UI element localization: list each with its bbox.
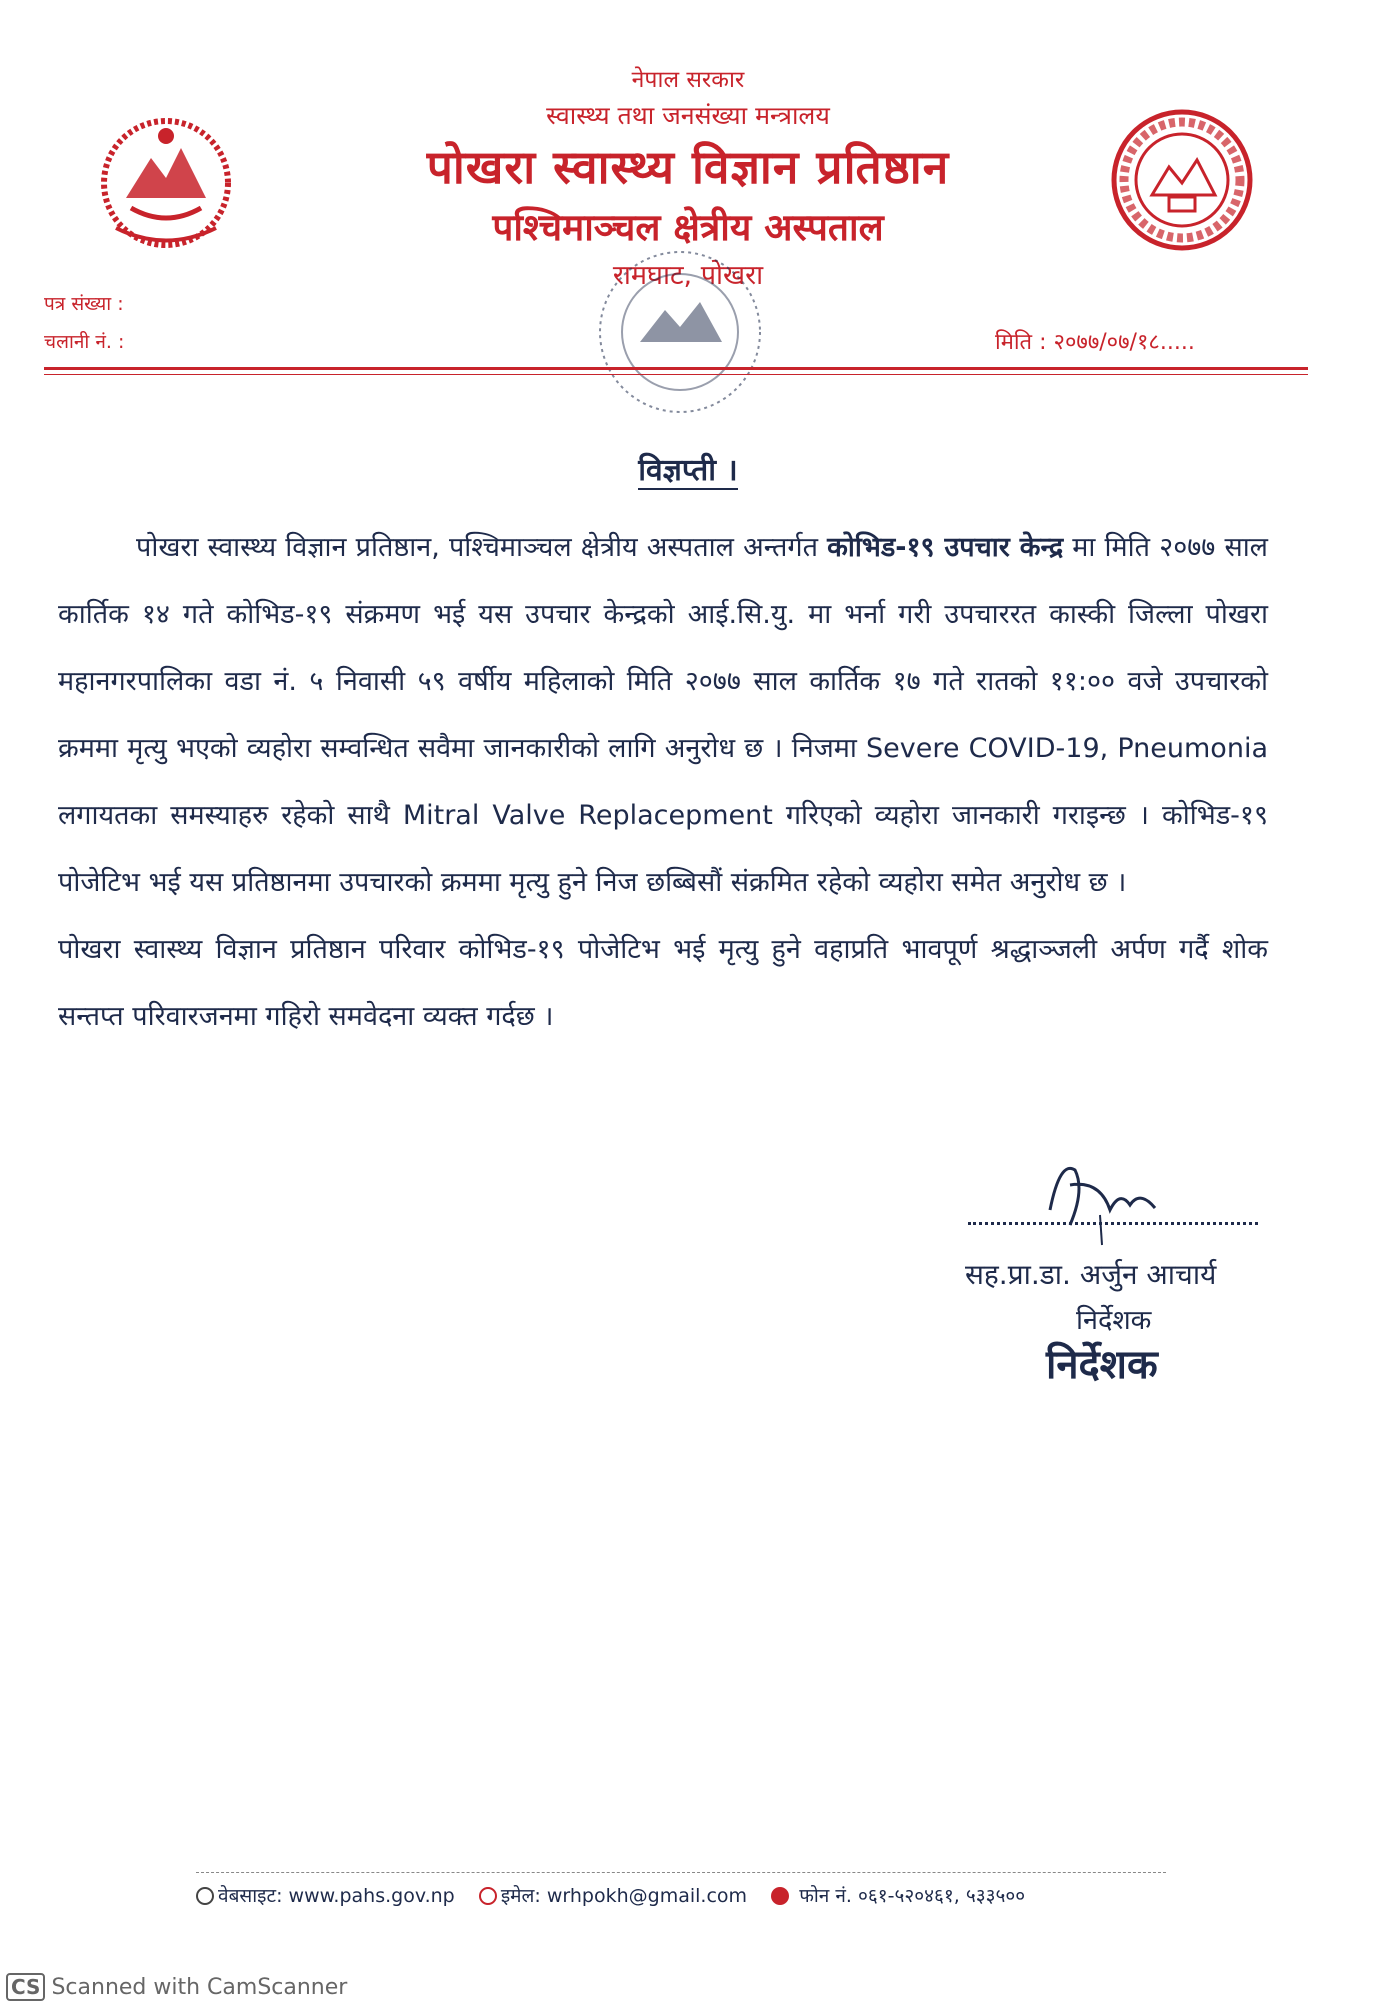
notice-body bbox=[58, 514, 1268, 1050]
watermark-text: Scanned with CamScanner bbox=[51, 1975, 348, 2000]
signature-icon bbox=[1030, 1150, 1170, 1250]
email-icon bbox=[479, 1887, 497, 1905]
notice-title-text: विज्ञप्ती । bbox=[638, 453, 738, 488]
date-label: मिति : bbox=[995, 330, 1047, 355]
email-address: wrhpokh@gmail.com bbox=[546, 1885, 748, 1907]
paragraph-1-start: पोखरा स्वास्थ्य विज्ञान प्रतिष्ठान, पश्चिमाञ्चल क्षेत्रीय अस्पताल अन्तर्गत bbox=[136, 532, 828, 563]
letter-ref-label: पत्र संख्या : bbox=[44, 293, 124, 315]
government-name: नेपाल सरकार bbox=[631, 67, 745, 93]
email-label: इमेल: bbox=[500, 1885, 541, 1907]
phone-icon bbox=[771, 1887, 789, 1905]
phone-label: फोन नं. bbox=[799, 1885, 852, 1907]
paragraph-1 bbox=[58, 514, 1268, 916]
treatment-center-name: कोभिड-१९ उपचार केन्द्र bbox=[827, 532, 1064, 563]
official-stamp-icon bbox=[560, 232, 800, 432]
dispatch-no-label: चलानी नं. : bbox=[44, 331, 125, 353]
paragraph-1-rest: मा मिति २०७७ साल कार्तिक १४ गते कोभिड-१९ संक्रमण भई यस उपचार केन्द्रको आई.सि.यु. मा भर्ना गरी उपचाररत कास्की जिल्ला पोखरा महानगरपालिका वडा नं. ५ निवासी ५९ वर्षीय महिलाको मिति २०७७ साल कार्तिक १७ गते रातको ११:०० वजे उपचारको क्रममा मृत्यु भएको व्यहोरा सम्वन्धित सवैमा जानकारीको लागि अनुरोध छ । निजमा Severe COVID-19, Pneumonia लगायतका समस्याहरु रहेको साथै Mitral Valve Replacepment गरिएको व्यहोरा जानकारी गराइन्छ । कोभिड-१९ पोजेटिभ भई यस प्रतिष्ठानमा उपचारको क्रममा मृत्यु हुने निज छब्बिसौं संक्रमित रहेको व्यहोरा समेत अनुरोध छ । bbox=[58, 532, 1268, 898]
signature-line bbox=[968, 1222, 1258, 1225]
ministry-name: स्वास्थ्य तथा जनसंख्या मन्त्रालय bbox=[546, 101, 830, 130]
website-label: वेबसाइट: bbox=[218, 1885, 283, 1907]
paragraph-2: पोखरा स्वास्थ्य विज्ञान प्रतिष्ठान परिवार कोभिड-१९ पोजेटिभ भई मृत्यु हुने वहाप्रति भावपूर्ण श्रद्धाञ्जली अर्पण गर्दै शोक सन्तप्त परिवारजनमा गहिरो समवेदना व्यक्त गर्दछ । bbox=[58, 934, 1268, 1032]
institute-title: पोखरा स्वास्थ्य विज्ञान प्रतिष्ठान bbox=[426, 140, 950, 194]
footer-divider bbox=[196, 1872, 1166, 1873]
phone-numbers: ०६१-५२०४६१, ५३३५०० bbox=[858, 1885, 1026, 1907]
header-divider-thin bbox=[44, 374, 1308, 375]
date-value: २०७७/०७/१८..... bbox=[1053, 330, 1195, 355]
hospital-location: रामघाट, पोखरा bbox=[612, 260, 764, 291]
globe-icon bbox=[196, 1887, 214, 1905]
contact-footer bbox=[196, 1882, 1025, 1908]
letter-date bbox=[995, 326, 1195, 356]
signatory-name: सह.प्रा.डा. अर्जुन आचार्य bbox=[965, 1258, 1217, 1291]
website-url: www.pahs.gov.np bbox=[288, 1885, 455, 1907]
hospital-name: पश्चिमाञ्चल क्षेत्रीय अस्पताल bbox=[492, 206, 884, 249]
notice-title bbox=[0, 448, 1376, 489]
designation-stamp: निर्देशक bbox=[1046, 1342, 1158, 1388]
camscanner-logo-icon: CS bbox=[6, 1973, 45, 2001]
header-divider bbox=[44, 367, 1308, 370]
signatory-designation: निर्देशक bbox=[1076, 1305, 1152, 1336]
camscanner-watermark bbox=[6, 1973, 347, 2001]
